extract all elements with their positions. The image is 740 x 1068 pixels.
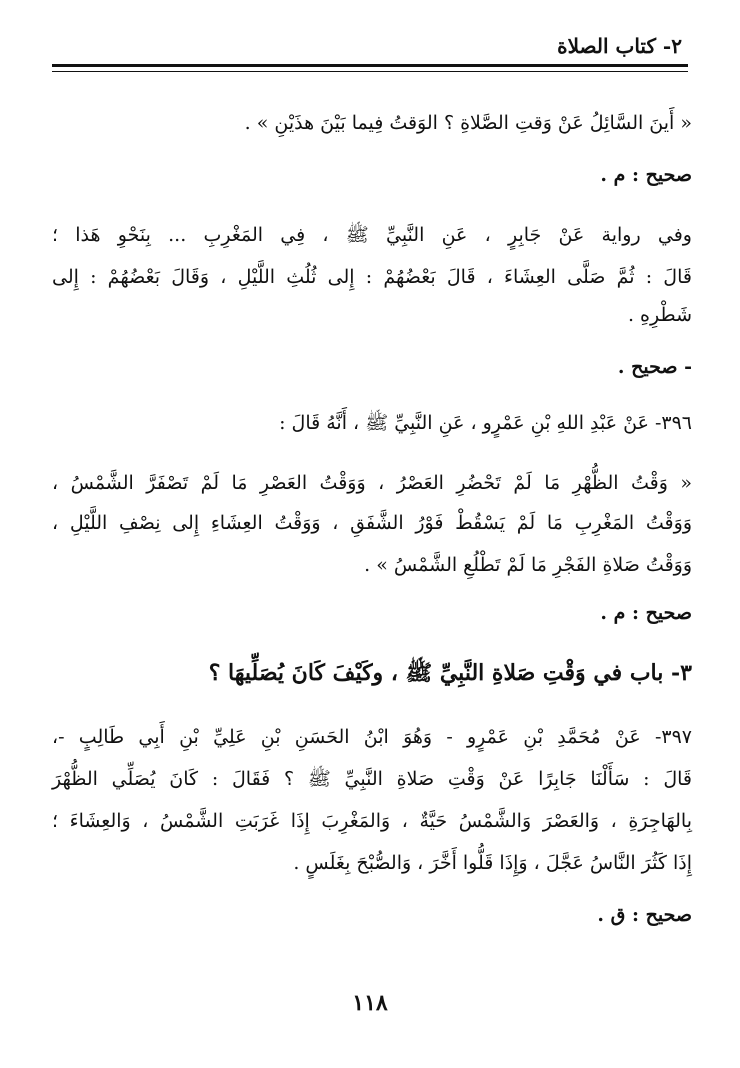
running-header: ٢- كتاب الصلاة (557, 34, 682, 58)
text-line: إِذَا كَثُرَ النَّاسُ عَجَّلَ ، وَإِذَا قَلُّوا أَخَّرَ ، وَالصُّبْحَ بِغَلَسٍ . (293, 852, 692, 874)
text-line: قَالَ : سَأَلْنَا جَابِرًا عَنْ وَقْتِ صَلاةِ النَّبِيِّ ﷺ ؟ فَقَالَ : كَانَ يُصَلِّي الظُّهْرَ (52, 768, 692, 790)
text-line: « أَينَ السَّائِلُ عَنْ وَقتِ الصَّلاةِ ؟ الوَقتُ فِيما بَيْنَ هذَيْنِ » . (244, 112, 692, 134)
hadith-number-line: ٣٩٦- عَنْ عَبْدِ اللهِ بْنِ عَمْرٍو ، عَنِ النَّبِيِّ ﷺ ، أَنَّهُ قَالَ : (279, 412, 692, 434)
text-line: بِالهَاجِرَةِ ، وَالعَصْرَ وَالشَّمْسُ حَيَّةٌ ، وَالمَغْرِبَ إِذَا غَرَبَتِ الشَّمْسُ ، وَالعِشَاءَ ؛ (52, 810, 692, 832)
text-line: وَوَقْتُ المَغْرِبِ مَا لَمْ يَسْقُطْ فَوْرُ الشَّفَقِ ، وَوَقْتُ العِشَاءِ إِلى نِصْفِ اللَّيْلِ ، (52, 512, 692, 534)
grading-line: - صحيح . (617, 356, 692, 378)
chapter-heading: ٣- باب في وَقْتِ صَلاةِ النَّبِيِّ ﷺ ، وكَيْفَ كَانَ يُصَلِّيهَا ؟ (208, 660, 692, 686)
hadith-number-line: ٣٩٧- عَنْ مُحَمَّدِ بْنِ عَمْرٍو - وَهُوَ ابْنُ الحَسَنِ بْنِ عَلِيِّ بْنِ أَبِي طَالِبٍ -، (52, 726, 692, 748)
text-line: وَوَقْتُ صَلاةِ الفَجْرِ مَا لَمْ تَطْلُعِ الشَّمْسُ » . (364, 554, 692, 576)
grading-line: صحيح : م . (600, 602, 692, 624)
text-line: شَطْرِهِ . (627, 304, 692, 326)
text-line: وفي رواية عَنْ جَابِرٍ ، عَنِ النَّبِيِّ ﷺ ، فِي المَغْرِبِ ... بِنَحْوِ هَذا ؛ (52, 224, 692, 246)
header-rule-thin (52, 71, 688, 72)
text-line: قَالَ : ثُمَّ صَلَّى العِشَاءَ ، قَالَ بَعْضُهُمْ : إِلى ثُلُثِ اللَّيْلِ ، وَقَالَ بَعْضُهُمْ : إِلى (52, 266, 692, 288)
grading-line: صحيح : ق . (597, 904, 692, 926)
grading-line: صحيح : م . (600, 164, 692, 186)
header-rule-thick (52, 64, 688, 67)
text-line: « وَقْتُ الظُّهْرِ مَا لَمْ تَحْضُرِ العَصْرُ ، وَوَقْتُ العَصْرِ مَا لَمْ تَصْفَرَّ الشَّمْسُ ، (52, 472, 692, 494)
page-number: ١١٨ (352, 990, 388, 1016)
